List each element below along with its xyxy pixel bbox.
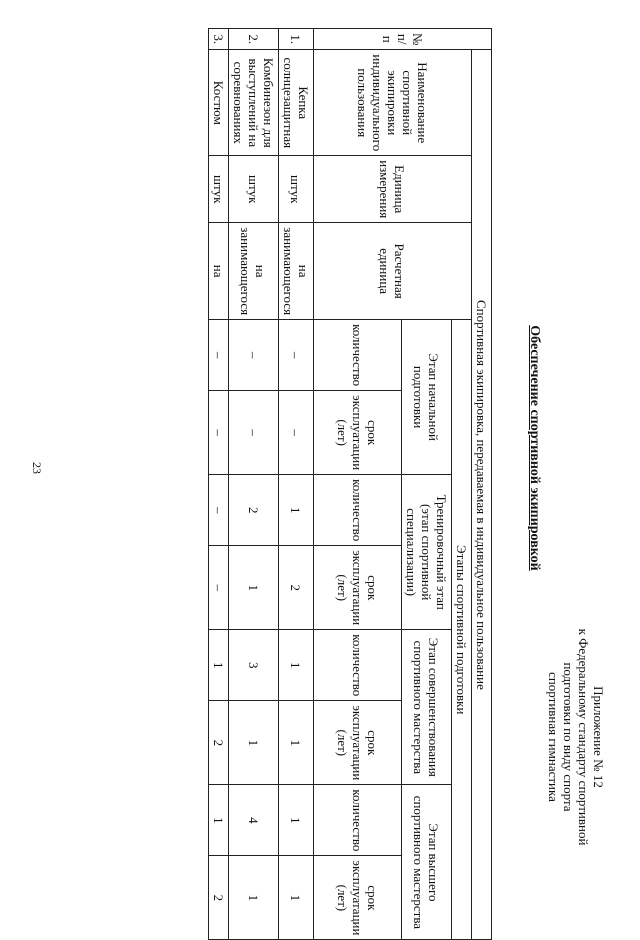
row-num: 3. — [209, 29, 229, 50]
row-val: 1 — [229, 546, 279, 630]
sub-term-1: срок эксплуатации (лет) — [314, 391, 402, 475]
row-val: – — [229, 391, 279, 475]
appendix-header — [546, 612, 606, 862]
row-val: – — [209, 391, 229, 475]
stage-initial: Этап начальной подготовки — [402, 320, 452, 475]
row-val: 1 — [209, 630, 229, 701]
row-val: – — [229, 320, 279, 391]
row-num: 1. — [279, 29, 314, 50]
row-val: 1 — [229, 856, 279, 940]
row-val: 2 — [209, 701, 229, 785]
row-val: 2 — [279, 546, 314, 630]
document-title: Обеспечение спортивной экипировкой — [527, 325, 542, 571]
row-val: – — [279, 391, 314, 475]
appendix-line-4: спортивная гимнастика — [546, 672, 561, 802]
header-group: Спортивная экипировка, передаваемая в индивидуальное пользование — [472, 50, 492, 940]
row-val: 2 — [229, 475, 279, 546]
sub-term-4: срок эксплуатации (лет) — [314, 856, 402, 940]
row-val: – — [209, 546, 229, 630]
table-row — [209, 29, 229, 940]
row-val: 4 — [229, 785, 279, 856]
row-val: – — [209, 475, 229, 546]
row-val: 1 — [279, 856, 314, 940]
rotated-page — [52, 28, 612, 936]
row-val: – — [209, 320, 229, 391]
sub-term-2: срок эксплуатации (лет) — [314, 546, 402, 630]
header-calc: Расчетная единица — [314, 223, 472, 320]
sub-qty-4: количество — [314, 785, 402, 856]
stage-higher: Этап высшего спортивного мастерства — [402, 785, 452, 940]
sub-qty-3: количество — [314, 630, 402, 701]
header-num: № п/п — [314, 29, 492, 50]
row-val: 1 — [279, 785, 314, 856]
row-unit: штук — [229, 156, 279, 223]
row-num: 2. — [229, 29, 279, 50]
row-val: 1 — [279, 475, 314, 546]
row-val: – — [279, 320, 314, 391]
table-row — [279, 29, 314, 940]
row-val: 1 — [229, 701, 279, 785]
appendix-line-3: подготовки по виду спорта — [561, 662, 576, 812]
header-unit: Единица измерения — [314, 156, 472, 223]
row-name: Комбинезон для выступлений на соревнованиях — [229, 50, 279, 156]
row-val: 1 — [209, 785, 229, 856]
row-val: 2 — [209, 856, 229, 940]
row-unit: штук — [209, 156, 229, 223]
sub-qty-1: количество — [314, 320, 402, 391]
header-name: Наименование спортивной экипировки индивидуального пользования — [314, 50, 472, 156]
row-calc: на — [209, 223, 229, 320]
stage-improvement: Этап совершенствования спортивного мастерства — [402, 630, 452, 785]
page-number: 23 — [30, 462, 44, 474]
row-name: Кепка солнцезащитная — [279, 50, 314, 156]
stage-training: Тренировочный этап (этап спортивной специализации) — [402, 475, 452, 630]
row-val: 1 — [279, 701, 314, 785]
row-unit: штук — [279, 156, 314, 223]
row-calc: на занимающегося — [229, 223, 279, 320]
appendix-line-1: Приложение № 12 — [591, 686, 606, 788]
sub-term-3: срок эксплуатации (лет) — [314, 701, 402, 785]
row-val: 3 — [229, 630, 279, 701]
table-row — [229, 29, 279, 940]
row-val: 1 — [279, 630, 314, 701]
appendix-line-2: к Федеральному стандарту спортивной — [576, 628, 591, 846]
equipment-table — [208, 28, 492, 940]
header-stages: Этапы спортивной подготовки — [452, 320, 472, 940]
row-calc: на занимающегося — [279, 223, 314, 320]
row-name: Костюм — [209, 50, 229, 156]
sub-qty-2: количество — [314, 475, 402, 546]
